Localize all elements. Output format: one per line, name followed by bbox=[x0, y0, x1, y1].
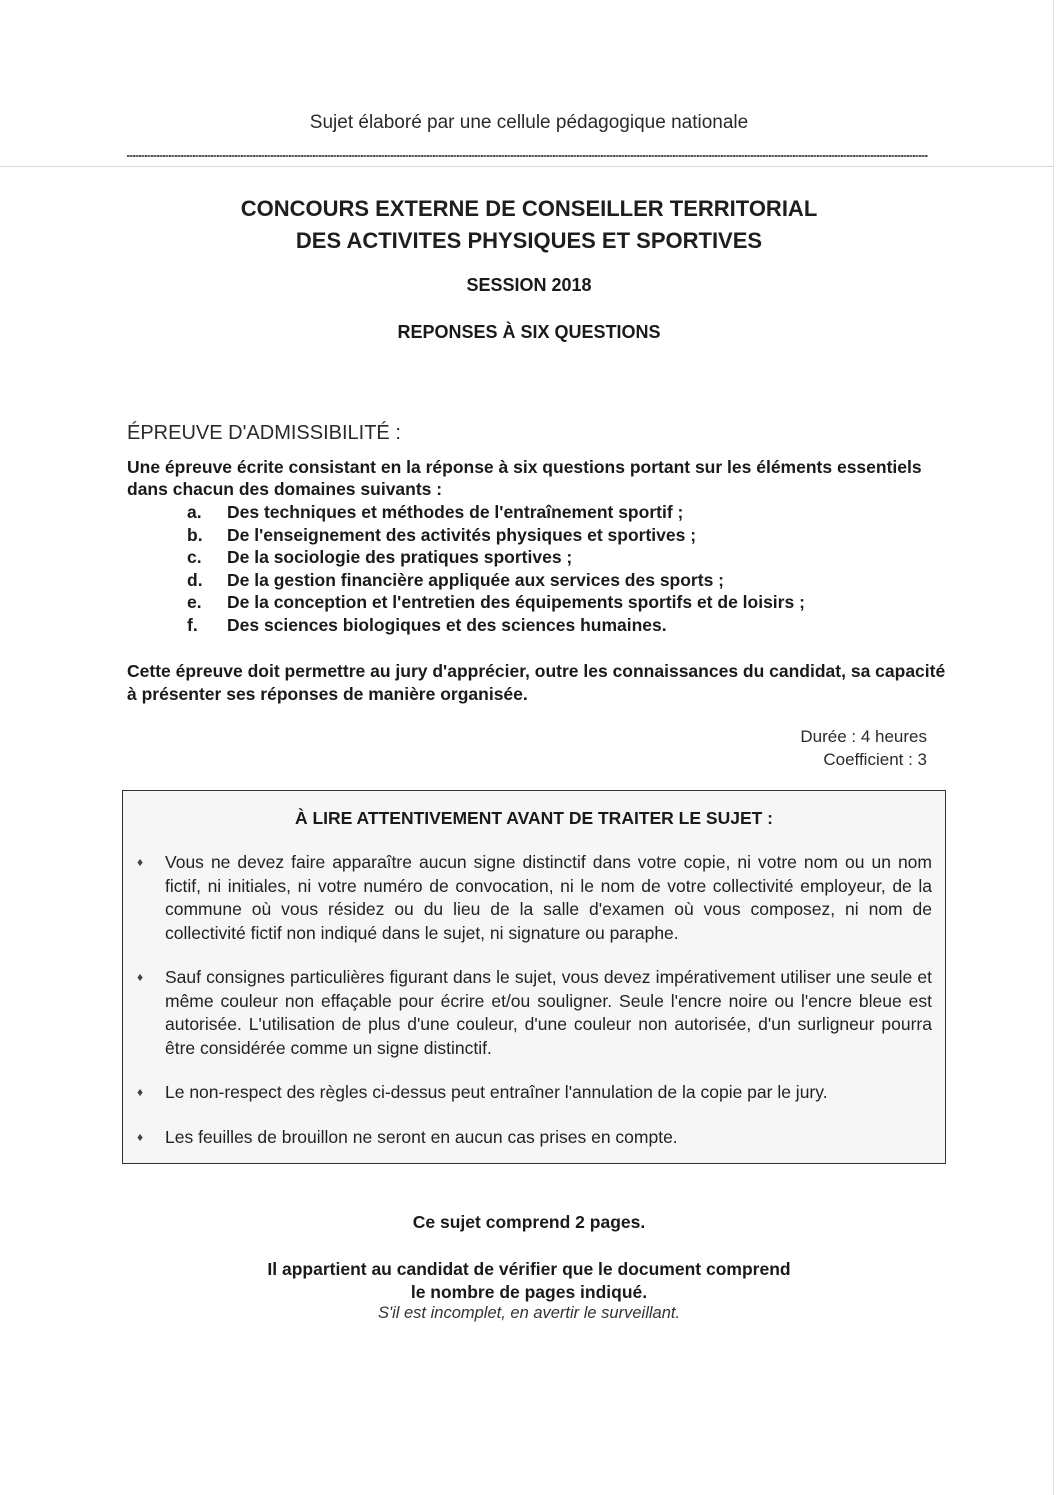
header-divider bbox=[0, 166, 1054, 167]
domain-item bbox=[187, 524, 805, 547]
verify-notice bbox=[0, 1258, 1058, 1303]
domain-letter: b. bbox=[187, 524, 203, 545]
epreuve-conclusion: Cette épreuve doit permettre au jury d'apprécier, outre les connaissances du candidat, sa capacité à présenter ses réponses de manière organisée. bbox=[127, 661, 946, 704]
duration: Durée : 4 heures bbox=[800, 727, 927, 746]
notice-text: Les feuilles de brouillon ne seront en aucun cas prises en compte. bbox=[165, 1126, 678, 1147]
notice-list bbox=[137, 851, 932, 1170]
coefficient: Coefficient : 3 bbox=[823, 749, 927, 769]
domain-text: Des techniques et méthodes de l'entraînement sportif ; bbox=[227, 502, 684, 522]
domain-letter: c. bbox=[187, 547, 202, 568]
exam-title-line1: CONCOURS EXTERNE DE CONSEILLER TERRITORIAL bbox=[240, 196, 818, 221]
domain-item bbox=[187, 501, 805, 524]
domain-item bbox=[187, 614, 805, 637]
epreuve-heading: ÉPREUVE D'ADMISSIBILITÉ : bbox=[127, 422, 401, 444]
domains-list bbox=[187, 501, 805, 637]
domain-text: De la conception et l'entretien des équipements sportifs et de loisirs ; bbox=[227, 592, 805, 613]
domain-text: De l'enseignement des activités physiques et sportives ; bbox=[227, 524, 697, 545]
domain-text: De la gestion financière appliquée aux services des sports ; bbox=[227, 569, 724, 590]
header-rule bbox=[127, 155, 928, 157]
incomplete-warning: S'il est incomplet, en avertir le surveillant. bbox=[377, 1304, 681, 1322]
diamond-bullet-icon: ♦ bbox=[137, 970, 144, 984]
domain-item bbox=[187, 569, 805, 592]
verify-line2: le nombre de pages indiqué. bbox=[410, 1281, 648, 1302]
notice-item bbox=[137, 966, 932, 1060]
domain-text: Des sciences biologiques et des sciences humaines. bbox=[227, 614, 667, 635]
notice-item bbox=[137, 1081, 932, 1105]
session-label: SESSION 2018 bbox=[466, 275, 592, 295]
domain-text: De la sociologie des pratiques sportives ; bbox=[227, 547, 573, 568]
domain-letter: f. bbox=[187, 614, 198, 635]
epreuve-intro: Une épreuve écrite consistant en la réponse à six questions portant sur les éléments essentiels dans chacun des domaines suivants : bbox=[127, 457, 922, 499]
exam-title bbox=[0, 193, 1058, 257]
domain-item bbox=[187, 546, 805, 569]
domain-letter: d. bbox=[187, 569, 203, 590]
author-line: Sujet élaboré par une cellule pédagogique nationale bbox=[309, 112, 749, 133]
diamond-bullet-icon: ♦ bbox=[137, 1129, 144, 1144]
notice-item bbox=[137, 1126, 932, 1150]
notice-text: Sauf consignes particulières figurant dans le sujet, vous devez impérativement utiliser une seule et même couleur non effaçable pour écrire et/ou souligner. Seule l'encre noire ou l'encre bleue est autorisée. L'utilisation de plus d'une couleur, d'une couleur non autorisée, d'un surligneur pourra être considérée comme un signe distinctif. bbox=[165, 967, 932, 1058]
notice-text: Vous ne devez faire apparaître aucun signe distinctif dans votre copie, ni votre nom ou un nom fictif, ni initiales, ni votre numéro de convocation, ni le nom de votre collectivité employeur, de la commune où vous résidez ou du lieu de la salle d'examen où vous composez, ni nom de collectivité fictif non indiqué dans le sujet, ni signature ou paraphe. bbox=[165, 852, 932, 943]
exam-subtitle: REPONSES À SIX QUESTIONS bbox=[397, 322, 661, 342]
diamond-bullet-icon: ♦ bbox=[137, 1085, 144, 1099]
exam-title-line2: DES ACTIVITES PHYSIQUES ET SPORTIVES bbox=[295, 228, 763, 253]
notice-text: Le non-respect des règles ci-dessus peut entraîner l'annulation de la copie par le jury. bbox=[165, 1082, 828, 1102]
notice-box bbox=[122, 790, 946, 1164]
domain-item bbox=[187, 591, 805, 614]
verify-line1: Il appartient au candidat de vérifier que le document comprend bbox=[267, 1259, 791, 1279]
domain-letter: e. bbox=[187, 592, 202, 613]
domain-letter: a. bbox=[187, 502, 202, 522]
notice-title: À LIRE ATTENTIVEMENT AVANT DE TRAITER LE SUJET : bbox=[294, 808, 773, 828]
diamond-bullet-icon: ♦ bbox=[137, 855, 144, 869]
notice-item bbox=[137, 851, 932, 945]
pages-count: Ce sujet comprend 2 pages. bbox=[412, 1212, 646, 1232]
exam-meta bbox=[800, 726, 927, 771]
